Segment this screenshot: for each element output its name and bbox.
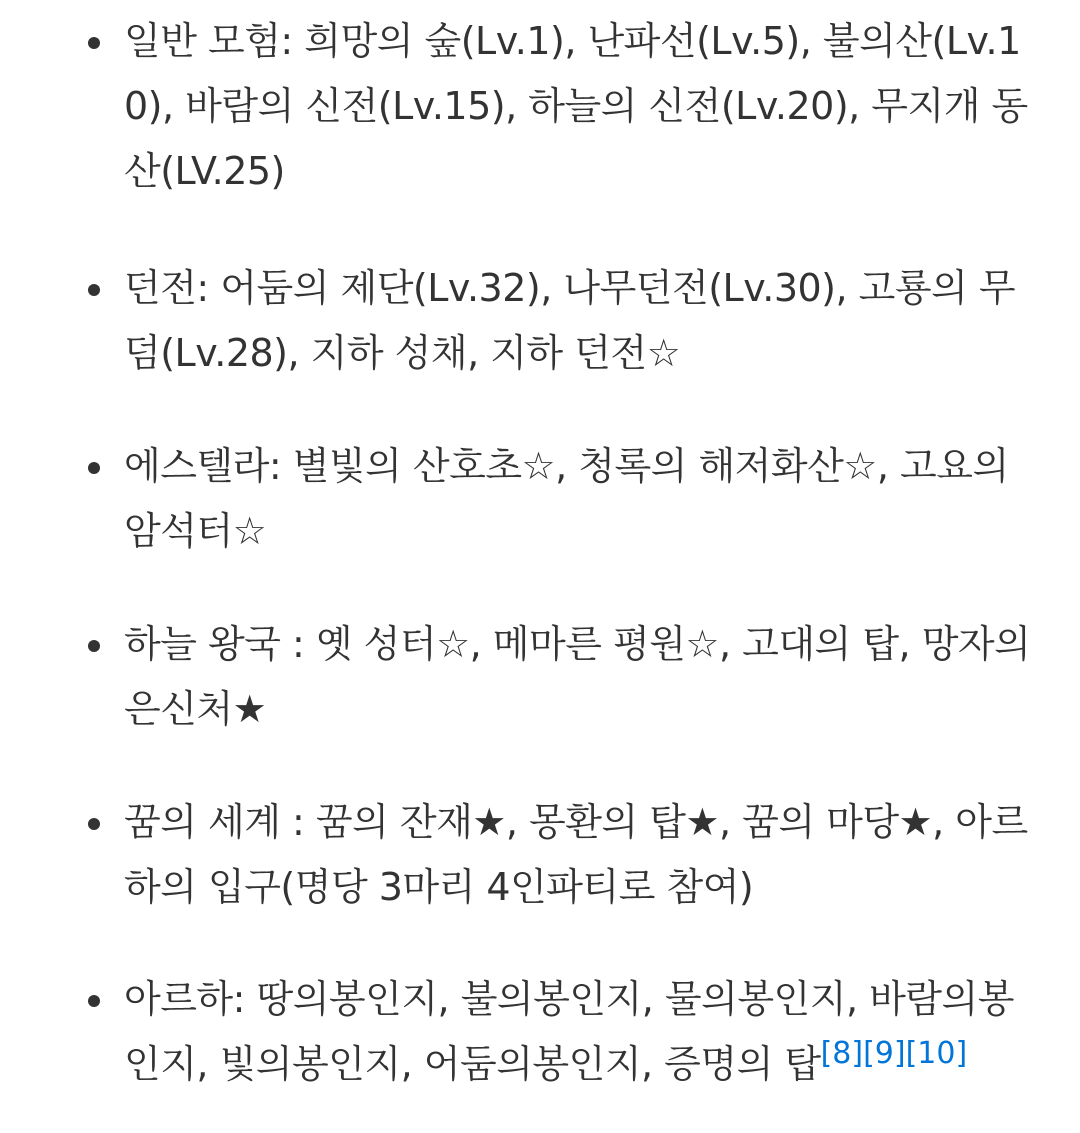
list-item-text: 아르하: 땅의봉인지, 불의봉인지, 물의봉인지, 바람의봉인지, 빛의봉인지, 어둠의봉인지, 증명의 탑 bbox=[124, 977, 1014, 1086]
bullet-icon bbox=[88, 37, 100, 49]
list-item bbox=[124, 790, 1044, 920]
list-item-text: 일반 모험: 희망의 숲(Lv.1), 난파선(Lv.5), 불의산(Lv.10), 바람의 신전(Lv.15), 하늘의 신전(Lv.20), 무지개 동산(LV.25) bbox=[124, 19, 1028, 193]
bullet-icon bbox=[88, 818, 100, 830]
footnote-refs bbox=[821, 1036, 968, 1071]
list-item-text: 던전: 어둠의 제단(Lv.32), 나무던전(Lv.30), 고룡의 무덤(Lv.28), 지하 성채, 지하 던전☆ bbox=[124, 266, 1016, 375]
footnote-link-9[interactable]: [9] bbox=[863, 1036, 906, 1071]
list-item-text: 꿈의 세계 : 꿈의 잔재★, 몽환의 탑★, 꿈의 마당★, 아르하의 입구(명당 3마리 4인파티로 참여) bbox=[124, 800, 1028, 909]
footnote-link-8[interactable]: [8] bbox=[820, 1036, 864, 1071]
bullet-icon bbox=[88, 284, 100, 296]
bullet-icon bbox=[88, 462, 100, 474]
list-item-text: 에스텔라: 별빛의 산호초☆, 청록의 해저화산☆, 고요의 암석터☆ bbox=[124, 444, 1009, 553]
bullet-icon bbox=[88, 995, 100, 1007]
list-item bbox=[124, 434, 1044, 564]
list-item bbox=[124, 967, 1044, 1097]
list-item-text: 하늘 왕국 : 옛 성터☆, 메마른 평원☆, 고대의 탑, 망자의 은신처★ bbox=[124, 622, 1031, 731]
footnote-link-10[interactable]: [10] bbox=[905, 1036, 968, 1071]
list-item bbox=[124, 612, 1044, 742]
list-item bbox=[124, 9, 1044, 204]
list-item bbox=[124, 256, 1044, 386]
bullet-icon bbox=[88, 640, 100, 652]
